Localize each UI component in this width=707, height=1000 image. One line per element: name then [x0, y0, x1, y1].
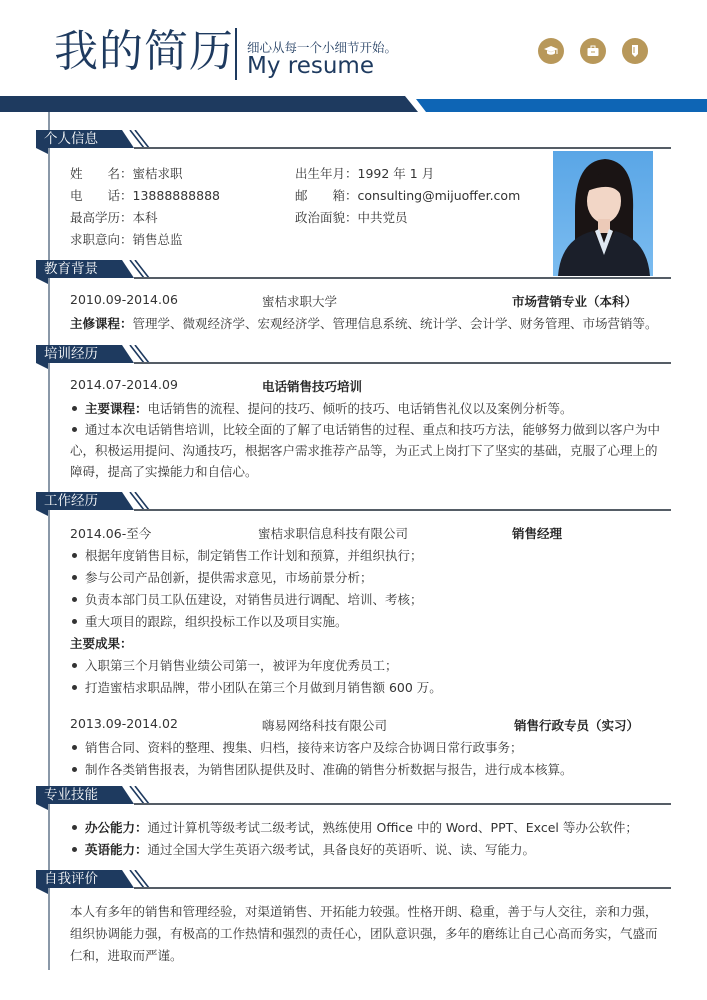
field-intent: 求职意向：销售总监: [70, 232, 183, 247]
self-eval-line: 本人有多年的销售和管理经验，对渠道销售、开拓能力较强。性格开朗、稳重，善于与人交往，亲和力强，: [70, 904, 658, 919]
job-role: 销售经理: [512, 526, 563, 541]
job-bullet: 根据年度销售目标，制定销售工作计划和预算，并组织执行；: [70, 546, 423, 564]
section-header-personal: [36, 130, 671, 152]
training-bullet: 通过本次电话销售培训，比较全面的了解了电话销售的过程、重点和技巧方法，能够努力做到以客户为中: [70, 420, 660, 438]
field-email: 邮 箱：consulting@mijuoffer.com: [295, 188, 521, 203]
job-role: 销售行政专员（实习）: [514, 718, 640, 733]
training-bullet: 主要课程：电话销售的流程、提问的技巧、倾听的技巧、电话销售礼仪以及案例分析等。: [70, 399, 573, 417]
self-eval-line: 仁和，进取而严谨。: [70, 948, 183, 963]
resume-title-en: My resume: [247, 53, 374, 79]
training-title: 电话销售技巧培训: [262, 379, 363, 394]
achievements-label: 主要成果：: [70, 636, 133, 651]
field-degree: 最高学历：本科: [70, 210, 158, 225]
section-title: 自我评价: [44, 871, 98, 887]
job-company: 蜜桔求职信息科技有限公司: [258, 526, 409, 541]
stripes-decoration: [126, 345, 156, 363]
header-band-dark: [0, 96, 418, 112]
section-header-work: [36, 492, 671, 514]
pencil-icon: [622, 38, 648, 64]
stripes-decoration: [126, 130, 156, 148]
section-title: 培训经历: [44, 346, 98, 362]
job-bullet: 参与公司产品创新，提供需求意见，市场前景分析；: [70, 568, 373, 586]
skill-english: 英语能力：通过全国大学生英语六级考试，具备良好的英语听、说、读、写能力。: [70, 840, 535, 858]
stripes-decoration: [126, 260, 156, 278]
section-header-self-eval: [36, 870, 671, 892]
section-title: 工作经历: [44, 493, 98, 509]
training-bullet-cont: 心，积极运用提问、沟通技巧，根据客户需求推荐产品等，为正式上岗打下了坚实的基础，克服了心理上的: [70, 443, 658, 458]
field-name: 姓 名：蜜桔求职: [70, 166, 183, 181]
training-period: 2014.07-2014.09: [70, 377, 178, 392]
training-bullet-cont: 障碍，提高了实操能力和自信心。: [70, 464, 258, 479]
field-politics: 政治面貌：中共党员: [295, 210, 408, 225]
job-bullet: 负责本部门员工队伍建设，对销售员进行调配、培训、考核；: [70, 590, 423, 608]
left-timeline-rule: [48, 112, 50, 970]
job-bullet: 重大项目的跟踪，组织投标工作以及项目实施。: [70, 612, 348, 630]
stripes-decoration: [126, 786, 156, 804]
field-birth: 出生年月：1992 年 1 月: [295, 166, 435, 181]
profile-photo: [553, 151, 653, 276]
briefcase-icon: [580, 38, 606, 64]
skill-office: 办公能力：通过计算机等级考试二级考试，熟练使用 Office 中的 Word、PPT、Excel 等办公软件；: [70, 818, 638, 836]
header-band-blue: [416, 99, 707, 112]
stripes-decoration: [126, 870, 156, 888]
job-period: 2013.09-2014.02: [70, 716, 178, 731]
title-divider: [235, 28, 237, 80]
edu-period: 2010.09-2014.06: [70, 292, 178, 307]
stripes-decoration: [126, 492, 156, 510]
edu-courses: 主修课程：管理学、微观经济学、宏观经济学、管理信息系统、统计学、会计学、财务管理、市场营销等。: [70, 316, 658, 331]
section-title: 教育背景: [44, 261, 98, 277]
self-eval-line: 组织协调能力强，有极高的工作热情和强烈的责任心，团队意识强，多年的磨练让自己心高而务实，气盛而: [70, 926, 658, 941]
edu-major: 市场营销专业（本科）: [512, 294, 638, 309]
section-header-education: [36, 260, 671, 282]
resume-title-cn: 我的简历: [54, 26, 234, 77]
achievement-bullet: 打造蜜桔求职品牌，带小团队在第三个月做到月销售额 600 万。: [70, 678, 442, 696]
job-company: 嗨易网络科技有限公司: [262, 718, 388, 733]
section-header-skills: [36, 786, 671, 808]
edu-school: 蜜桔求职大学: [262, 294, 338, 309]
section-title: 个人信息: [44, 131, 98, 147]
job-period: 2014.06-至今: [70, 526, 152, 541]
job-bullet: 销售合同、资料的整理、搜集、归档，接待来访客户及综合协调日常行政事务；: [70, 738, 523, 756]
section-title: 专业技能: [44, 787, 98, 803]
field-phone: 电 话：13888888888: [70, 188, 220, 203]
job-bullet: 制作各类销售报表，为销售团队提供及时、准确的销售分析数据与报告，进行成本核算。: [70, 760, 573, 778]
resume-slogan: 细心从每一个小细节开始。: [247, 40, 398, 55]
achievement-bullet: 入职第三个月销售业绩公司第一，被评为年度优秀员工；: [70, 656, 398, 674]
graduation-cap-icon: [538, 38, 564, 64]
section-header-training: [36, 345, 671, 367]
header-icons: [538, 38, 648, 64]
